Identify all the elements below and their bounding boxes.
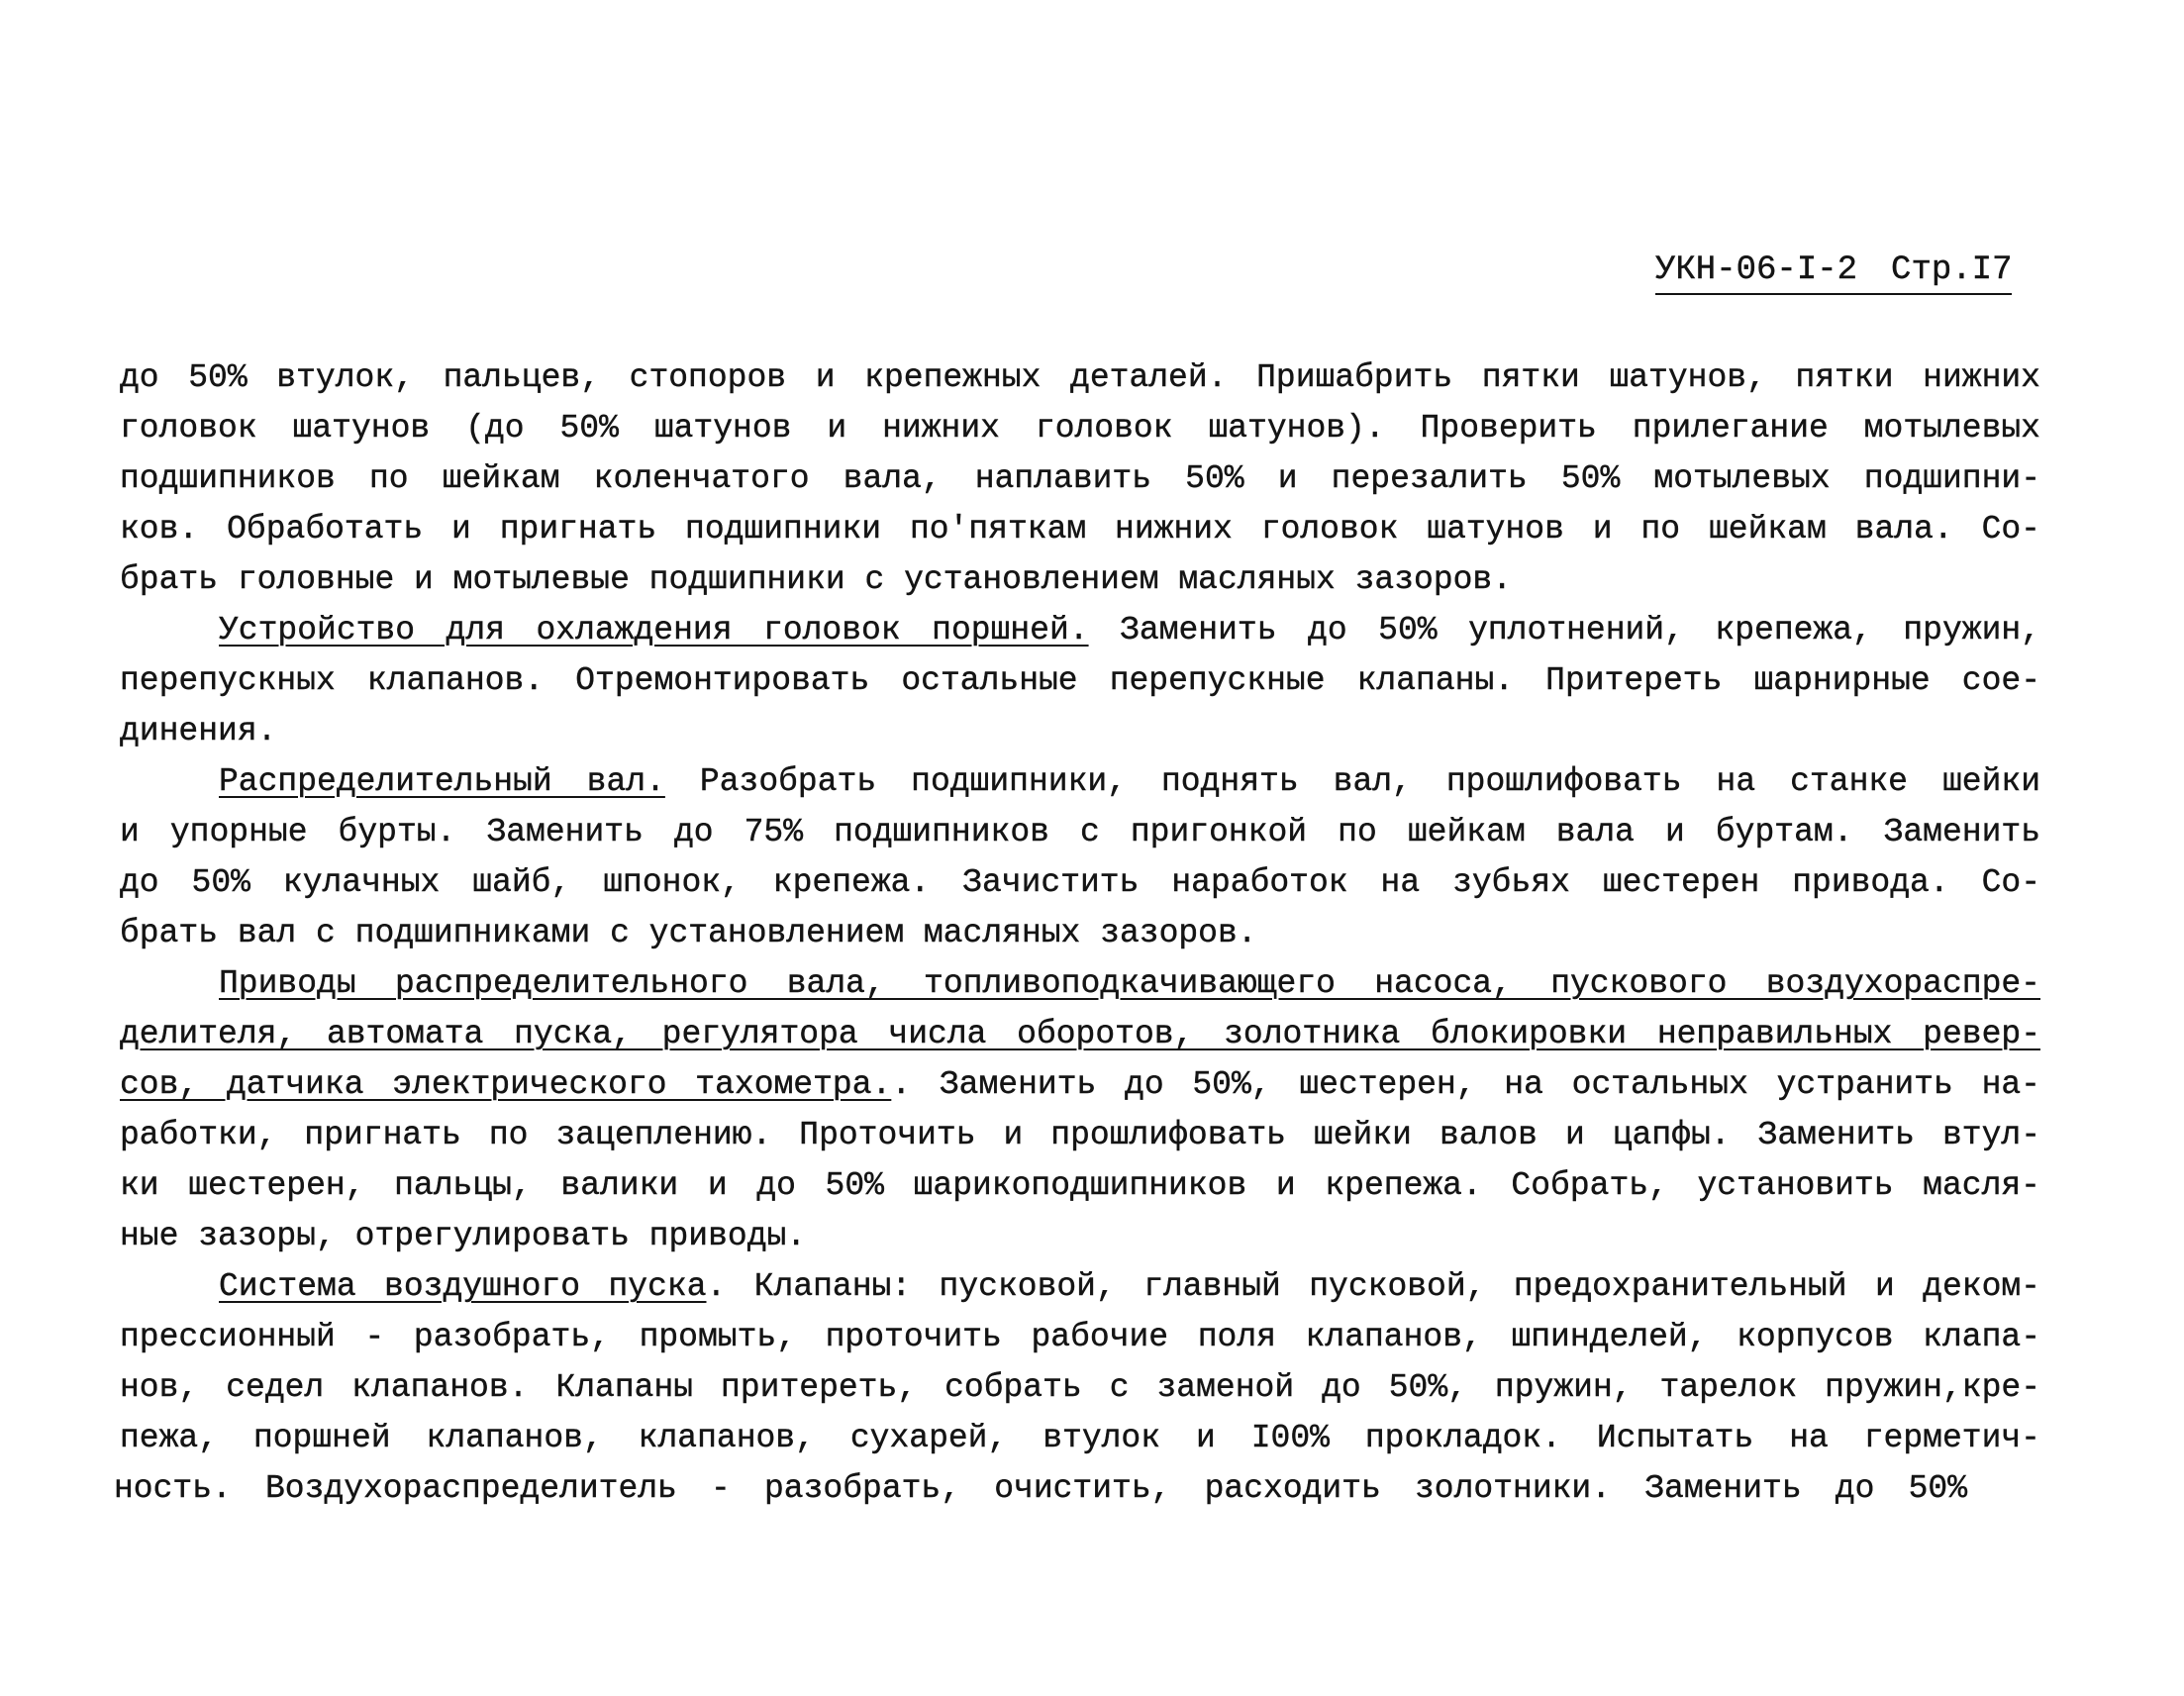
- section-heading: делителя, автомата пуска, регулятора числа оборотов, золотника блокировки неправильных ревер-: [120, 1016, 2040, 1052]
- line-text: до 50% кулачных шайб, шпонок, крепежа. Зачистить наработок на зубьях шестерен привода. Со-: [120, 864, 2040, 901]
- line-text: нов, седел клапанов. Клапаны притереть, собрать с заменой до 50%, пружин, тарелок пружин,кре-: [120, 1369, 2040, 1406]
- line-text: . Клапаны: пусковой, главный пусковой, предохранительный и деком-: [706, 1268, 2040, 1305]
- text-line: [114, 1463, 1967, 1514]
- text-line: [120, 1312, 2040, 1362]
- line-text: брать вал с подшипниками с установлением масляных зазоров.: [120, 915, 1257, 951]
- text-line: [120, 1160, 2040, 1211]
- text-line: [120, 453, 2040, 504]
- text-line: [120, 807, 2040, 857]
- line-text: работки, пригнать по зацеплению. Проточить и прошлифовать шейки валов и цапфы. Заменить втул-: [120, 1117, 2040, 1153]
- line-text: перепускных клапанов. Отремонтировать остальные перепускные клапаны. Притереть шарнирные сое-: [120, 662, 2040, 699]
- line-text: ные зазоры, отрегулировать приводы.: [120, 1218, 807, 1254]
- text-line: [120, 1413, 2040, 1463]
- text-line: [120, 1059, 2040, 1110]
- text-line: [120, 403, 2040, 453]
- page-number: Стр.I7: [1891, 251, 2013, 289]
- line-text: Заменить до 50% уплотнений, крепежа, пружин,: [1088, 612, 2040, 648]
- line-text: прессионный - разобрать, промыть, проточить рабочие поля клапанов, шпинделей, корпусов клапа-: [120, 1319, 2040, 1355]
- text-line: [120, 554, 2040, 605]
- text-line: [120, 504, 2040, 554]
- line-text: головок шатунов (до 50% шатунов и нижних головок шатунов). Проверить прилегание мотылевых: [120, 410, 2040, 447]
- text-line: [120, 857, 2040, 908]
- line-text: брать головные и мотылевые подшипники с установлением масляных зазоров.: [120, 561, 1513, 598]
- line-text: ков. Обработать и пригнать подшипники по'пяткам нижних головок шатунов и по шейкам вала. Со-: [120, 511, 2040, 548]
- section-heading: Распределительный вал.: [219, 763, 665, 800]
- line-text: динения.: [120, 713, 277, 749]
- document-code: УКН-06-I-2: [1655, 251, 1858, 289]
- line-text: Разобрать подшипники, поднять вал, прошлифовать на станке шейки: [664, 763, 2041, 800]
- line-text: и упорные бурты. Заменить до 75% подшипников с пригонкой по шейкам вала и буртам. Заменить: [120, 814, 2040, 850]
- text-line: [120, 1110, 2040, 1160]
- section-heading: сов, датчика электрического тахометра.: [120, 1066, 892, 1103]
- document-body: [114, 352, 2041, 1514]
- text-line: [120, 655, 2040, 706]
- section-heading: Устройство для охлаждения головок поршней.: [219, 612, 1089, 648]
- line-text: пежа, поршней клапанов, клапанов, сухарей, втулок и I00% прокладок. Испытать на герметич-: [120, 1420, 2040, 1456]
- text-line: [120, 1009, 2040, 1059]
- text-line: [120, 605, 2040, 655]
- text-line: [120, 1362, 2040, 1413]
- page-header: [1655, 249, 2012, 295]
- section-heading: Приводы распределительного вала, топливоподкачивающего насоса, пускового воздухораспре-: [219, 965, 2040, 1002]
- line-text: . Заменить до 50%, шестерен, на остальных устранить на-: [891, 1066, 2040, 1103]
- line-text: подшипников по шейкам коленчатого вала, наплавить 50% и перезалить 50% мотылевых подшипни-: [120, 460, 2040, 497]
- line-text: ность. Воздухораспределитель - разобрать, очистить, расходить золотники. Заменить до 50%: [114, 1470, 1967, 1507]
- text-line: [120, 1211, 2040, 1261]
- text-line: [120, 706, 2040, 756]
- section-heading: Система воздушного пуска: [219, 1268, 707, 1305]
- line-text: до 50% втулок, пальцев, стопоров и крепежных деталей. Пришабрить пятки шатунов, пятки нижних: [120, 359, 2040, 396]
- line-text: ки шестерен, пальцы, валики и до 50% шарикоподшипников и крепежа. Собрать, установить масля-: [120, 1167, 2040, 1204]
- text-line: [120, 958, 2040, 1009]
- text-line: [120, 352, 2040, 403]
- text-line: [120, 756, 2040, 807]
- text-line: [120, 1261, 2040, 1312]
- text-line: [120, 908, 2040, 958]
